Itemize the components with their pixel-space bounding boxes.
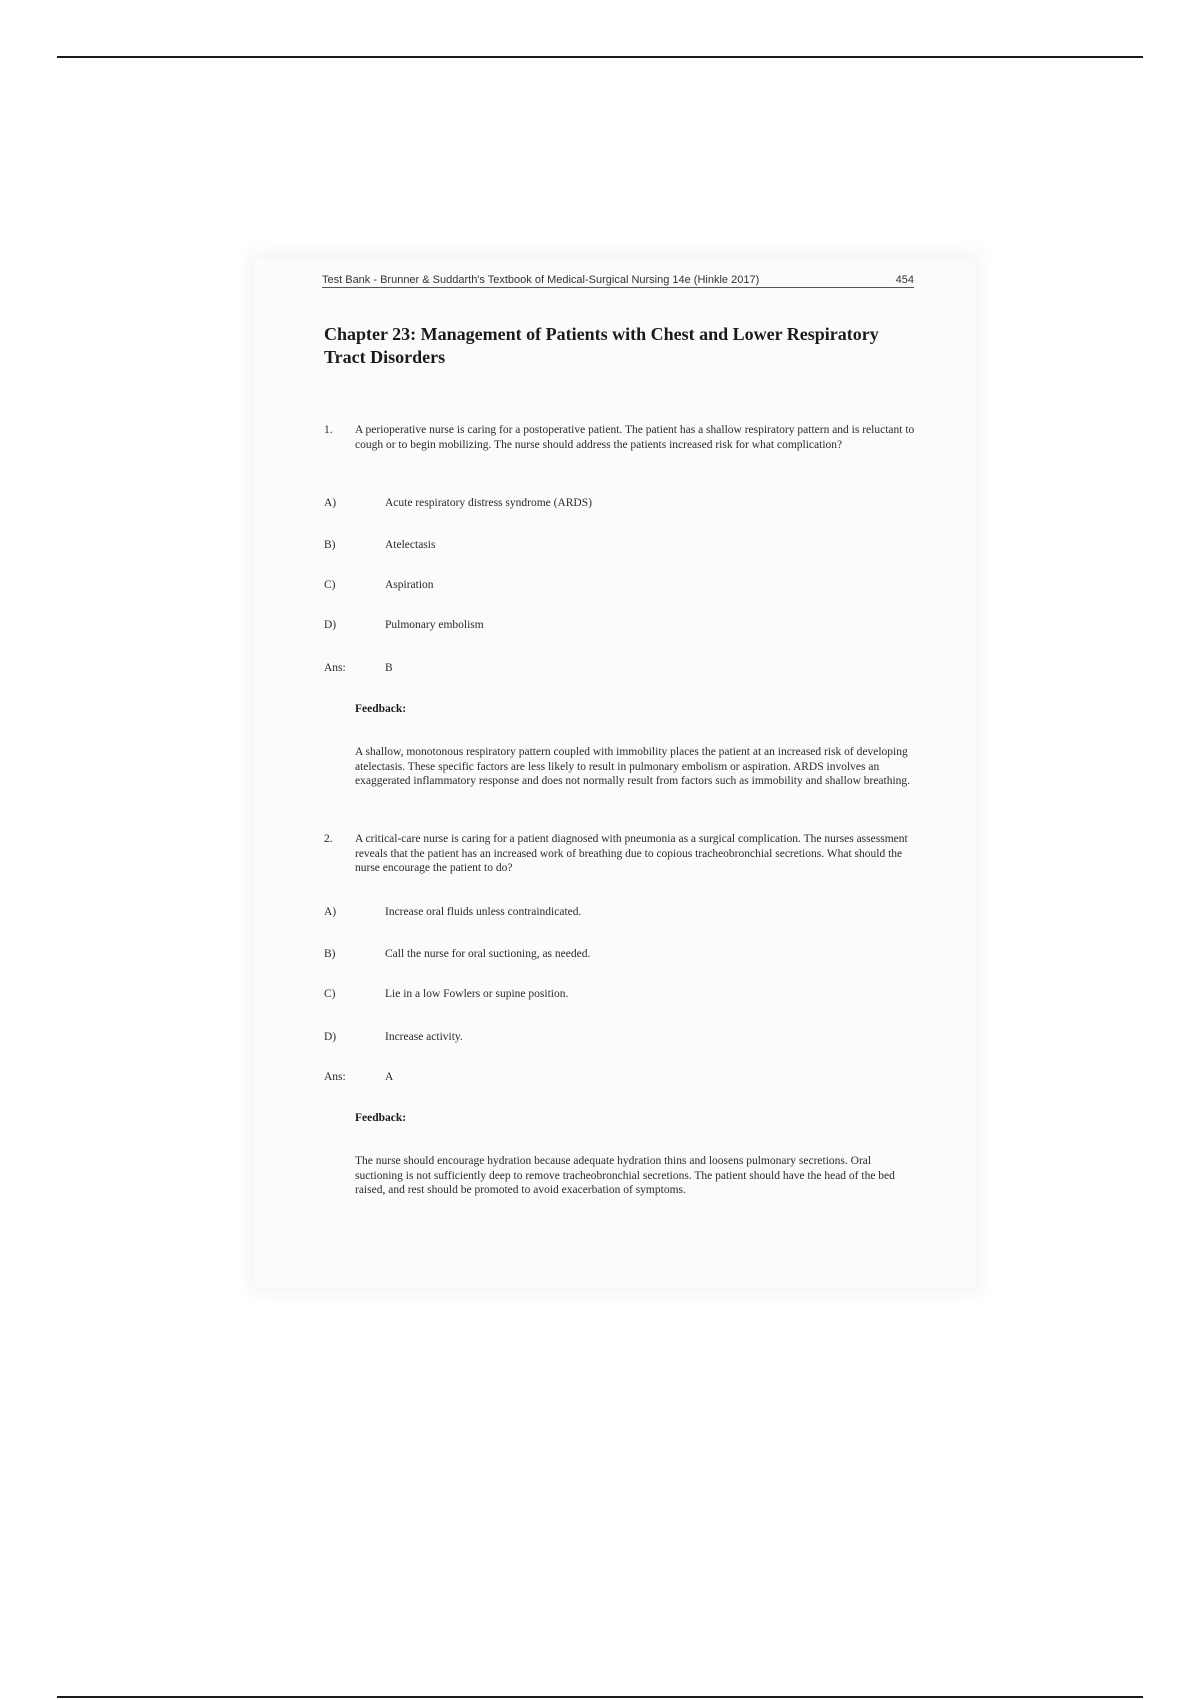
option-text: Aspiration [385,579,434,591]
option-letter: A) [324,497,337,509]
option-a [324,495,924,511]
option-text: Atelectasis [385,539,436,551]
option-b [324,537,924,553]
answer-value: A [385,1071,394,1083]
option-b [324,946,924,962]
question-number: 1. [324,424,333,436]
bottom-rule [57,1696,1143,1698]
option-d [324,1029,924,1045]
feedback-text: The nurse should encourage hydration because adequate hydration thins and loosens pulmonary secretions. Oral suctioning is not sufficiently deep to remove tracheobronchial secretions. The patient should have the head of the bed raised, and rest should be promoted to avoid exacerbation of symptoms. [355,1155,895,1196]
question-1-stem [324,423,924,452]
option-letter: A) [324,906,337,918]
answer-value: B [385,662,393,674]
answer-label: Ans: [324,662,346,674]
option-letter: B) [324,948,336,960]
feedback-heading: Feedback: [355,1112,407,1124]
option-text: Acute respiratory distress syndrome (ARDS) [385,497,592,509]
option-c [324,986,924,1002]
question-text: A perioperative nurse is caring for a postoperative patient. The patient has a shallow respiratory pattern and is reluctant to cough or to begin mobilizing. The nurse should address the patients increased risk for what complication? [355,424,915,451]
option-letter: C) [324,579,336,591]
option-letter: B) [324,539,336,551]
option-text: Call the nurse for oral suctioning, as needed. [385,948,591,960]
question-text: A critical-care nurse is caring for a patient diagnosed with pneumonia as a surgical complication. The nurses assessment reveals that the patient has an increased work of breathing due to copious tracheobronchial secretions. What should the nurse encourage the patient to do? [355,833,908,874]
option-letter: D) [324,1031,337,1043]
question-2-stem [324,832,924,876]
answer-line [324,1069,924,1085]
option-letter: D) [324,619,337,631]
running-head-title: Test Bank - Brunner & Suddarth's Textbook of Medical-Surgical Nursing 14e (Hinkle 2017) [322,274,760,286]
option-text: Pulmonary embolism [385,619,484,631]
feedback-text: A shallow, monotonous respiratory pattern coupled with immobility places the patient at an increased risk of developing atelectasis. These specific factors are less likely to result in pulmonary embolism or aspiration. ARDS involves an exaggerated inflammatory response and does not normally result from factors such as immobility and shallow breathing. [355,746,911,787]
running-head [322,274,914,288]
option-d [324,617,924,633]
chapter-title: Chapter 23: Management of Patients with Chest and Lower Respiratory Tract Disorders [324,324,879,367]
answer-line [324,660,924,676]
question-number: 2. [324,833,333,845]
option-text: Increase activity. [385,1031,463,1043]
option-text: Lie in a low Fowlers or supine position. [385,988,569,1000]
page-number: 454 [895,274,914,286]
option-a [324,904,924,920]
option-letter: C) [324,988,336,1000]
option-text: Increase oral fluids unless contraindicated. [385,906,582,918]
feedback-heading: Feedback: [355,703,407,715]
answer-label: Ans: [324,1071,346,1083]
top-rule [57,56,1143,58]
option-c [324,577,924,593]
